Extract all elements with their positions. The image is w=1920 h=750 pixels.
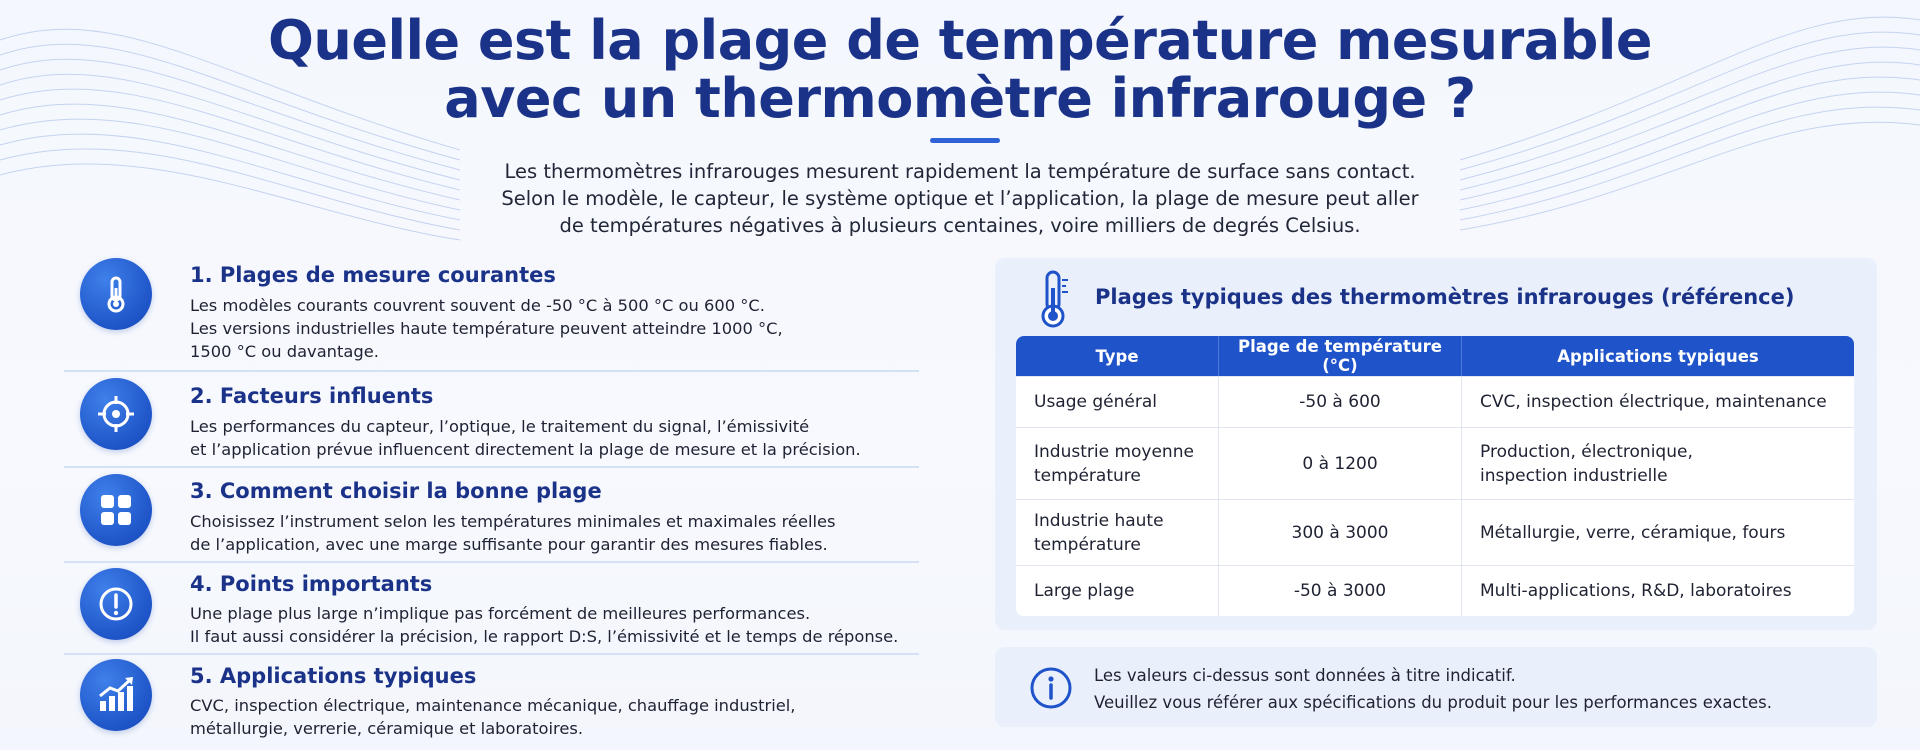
cell-applications <box>1462 376 1854 427</box>
column-header-applications: Applications typiques <box>1462 336 1854 376</box>
item-body <box>190 510 836 556</box>
page-title <box>0 9 1920 130</box>
item-body-line: Il faut aussi considérer la précision, le rapport D:S, l’émissivité et le temps de réponse. <box>190 627 899 646</box>
divider <box>64 466 919 468</box>
info-item-ranges <box>64 258 919 361</box>
item-body <box>190 294 783 363</box>
cell-text: Industrie haute <box>1034 510 1164 531</box>
cell-text: Métallurgie, verre, céramique, fours <box>1480 522 1786 543</box>
divider <box>64 561 919 563</box>
thermometer-icon <box>1032 268 1076 330</box>
item-body-line: de l’application, avec une marge suffisante pour garantir des mesures fiables. <box>190 535 828 554</box>
column-header-type: Type <box>1016 336 1219 376</box>
info-icon <box>1028 665 1074 711</box>
divider <box>64 370 919 372</box>
table-row <box>1016 376 1854 427</box>
title-underline <box>930 138 1000 143</box>
column-header-range: Plage de température (°C) <box>1219 336 1462 376</box>
cell-type <box>1016 565 1219 616</box>
table-row <box>1016 427 1854 499</box>
item-body <box>190 694 795 740</box>
item-body-line: Les versions industrielles haute température peuvent atteindre 1000 °C, <box>190 319 783 338</box>
item-heading: 2. Facteurs influents <box>190 384 434 408</box>
cell-range: -50 à 3000 <box>1219 565 1462 616</box>
intro-paragraph <box>0 158 1920 239</box>
table-row <box>1016 499 1854 565</box>
cell-type <box>1016 427 1219 499</box>
item-body-line: Les modèles courants couvrent souvent de -50 °C à 500 °C ou 600 °C. <box>190 296 765 315</box>
cell-text: Large plage <box>1034 581 1135 601</box>
item-body-line: Choisissez l’instrument selon les températures minimales et maximales réelles <box>190 512 836 531</box>
page-title-line-1: Quelle est la plage de température mesurable <box>267 9 1652 72</box>
table-row <box>1016 565 1854 616</box>
item-body <box>190 415 861 461</box>
disclaimer-line: Les valeurs ci-dessus sont données à titre indicatif. <box>1094 666 1516 685</box>
item-heading: 3. Comment choisir la bonne plage <box>190 479 602 503</box>
cell-text: température <box>1034 534 1141 555</box>
info-item-applications <box>64 659 919 749</box>
info-item-important <box>64 568 919 658</box>
cell-text: CVC, inspection électrique, maintenance <box>1480 392 1827 412</box>
intro-line: Selon le modèle, le capteur, le système optique et l’application, la plage de mesure peut aller <box>501 187 1419 210</box>
cell-text: Industrie moyenne <box>1034 441 1194 462</box>
cell-range: -50 à 600 <box>1219 376 1462 427</box>
item-body-line: Les performances du capteur, l’optique, le traitement du signal, l’émissivité <box>190 417 810 436</box>
warning-icon <box>80 568 152 640</box>
intro-line: de températures négatives à plusieurs centaines, voire milliers de degrés Celsius. <box>559 214 1361 237</box>
target-icon <box>80 378 152 450</box>
item-body <box>190 602 898 648</box>
ranges-table <box>1016 336 1854 616</box>
item-heading: 5. Applications typiques <box>190 664 477 688</box>
item-body-line: 1500 °C ou davantage. <box>190 342 379 361</box>
grid-icon <box>80 474 152 546</box>
cell-applications <box>1462 427 1854 499</box>
item-heading: 4. Points importants <box>190 572 433 596</box>
divider <box>64 653 919 655</box>
disclaimer-line: Veuillez vous référer aux spécifications du produit pour les performances exactes. <box>1094 693 1773 712</box>
item-body-line: CVC, inspection électrique, maintenance mécanique, chauffage industriel, <box>190 696 796 715</box>
cell-applications <box>1462 565 1854 616</box>
cell-text: Production, électronique, <box>1480 441 1693 462</box>
cell-applications <box>1462 499 1854 565</box>
cell-text: température <box>1034 465 1141 486</box>
chart-growth-icon <box>80 659 152 731</box>
item-body-line: et l’application prévue influencent directement la plage de mesure et la précision. <box>190 440 861 459</box>
intro-line: Les thermomètres infrarouges mesurent rapidement la température de surface sans contact. <box>504 160 1416 183</box>
cell-range: 0 à 1200 <box>1219 427 1462 499</box>
cell-type <box>1016 499 1219 565</box>
disclaimer-text <box>1094 662 1772 716</box>
info-item-choose <box>64 474 919 564</box>
page-title-line-2: avec un thermomètre infrarouge ? <box>444 67 1476 130</box>
cell-text: Usage général <box>1034 392 1157 412</box>
cell-type <box>1016 376 1219 427</box>
cell-text: Multi-applications, R&D, laboratoires <box>1480 581 1792 601</box>
table-header-row <box>1016 336 1854 376</box>
item-body-line: métallurgie, verrerie, céramique et laboratoires. <box>190 719 584 738</box>
cell-text: inspection industrielle <box>1480 465 1668 486</box>
item-heading: 1. Plages de mesure courantes <box>190 263 556 287</box>
info-item-factors <box>64 378 919 468</box>
thermometer-icon <box>80 258 152 330</box>
panel-title: Plages typiques des thermomètres infrarouges (référence) <box>1095 285 1795 309</box>
cell-range: 300 à 3000 <box>1219 499 1462 565</box>
item-body-line: Une plage plus large n’implique pas forcément de meilleures performances. <box>190 604 811 623</box>
